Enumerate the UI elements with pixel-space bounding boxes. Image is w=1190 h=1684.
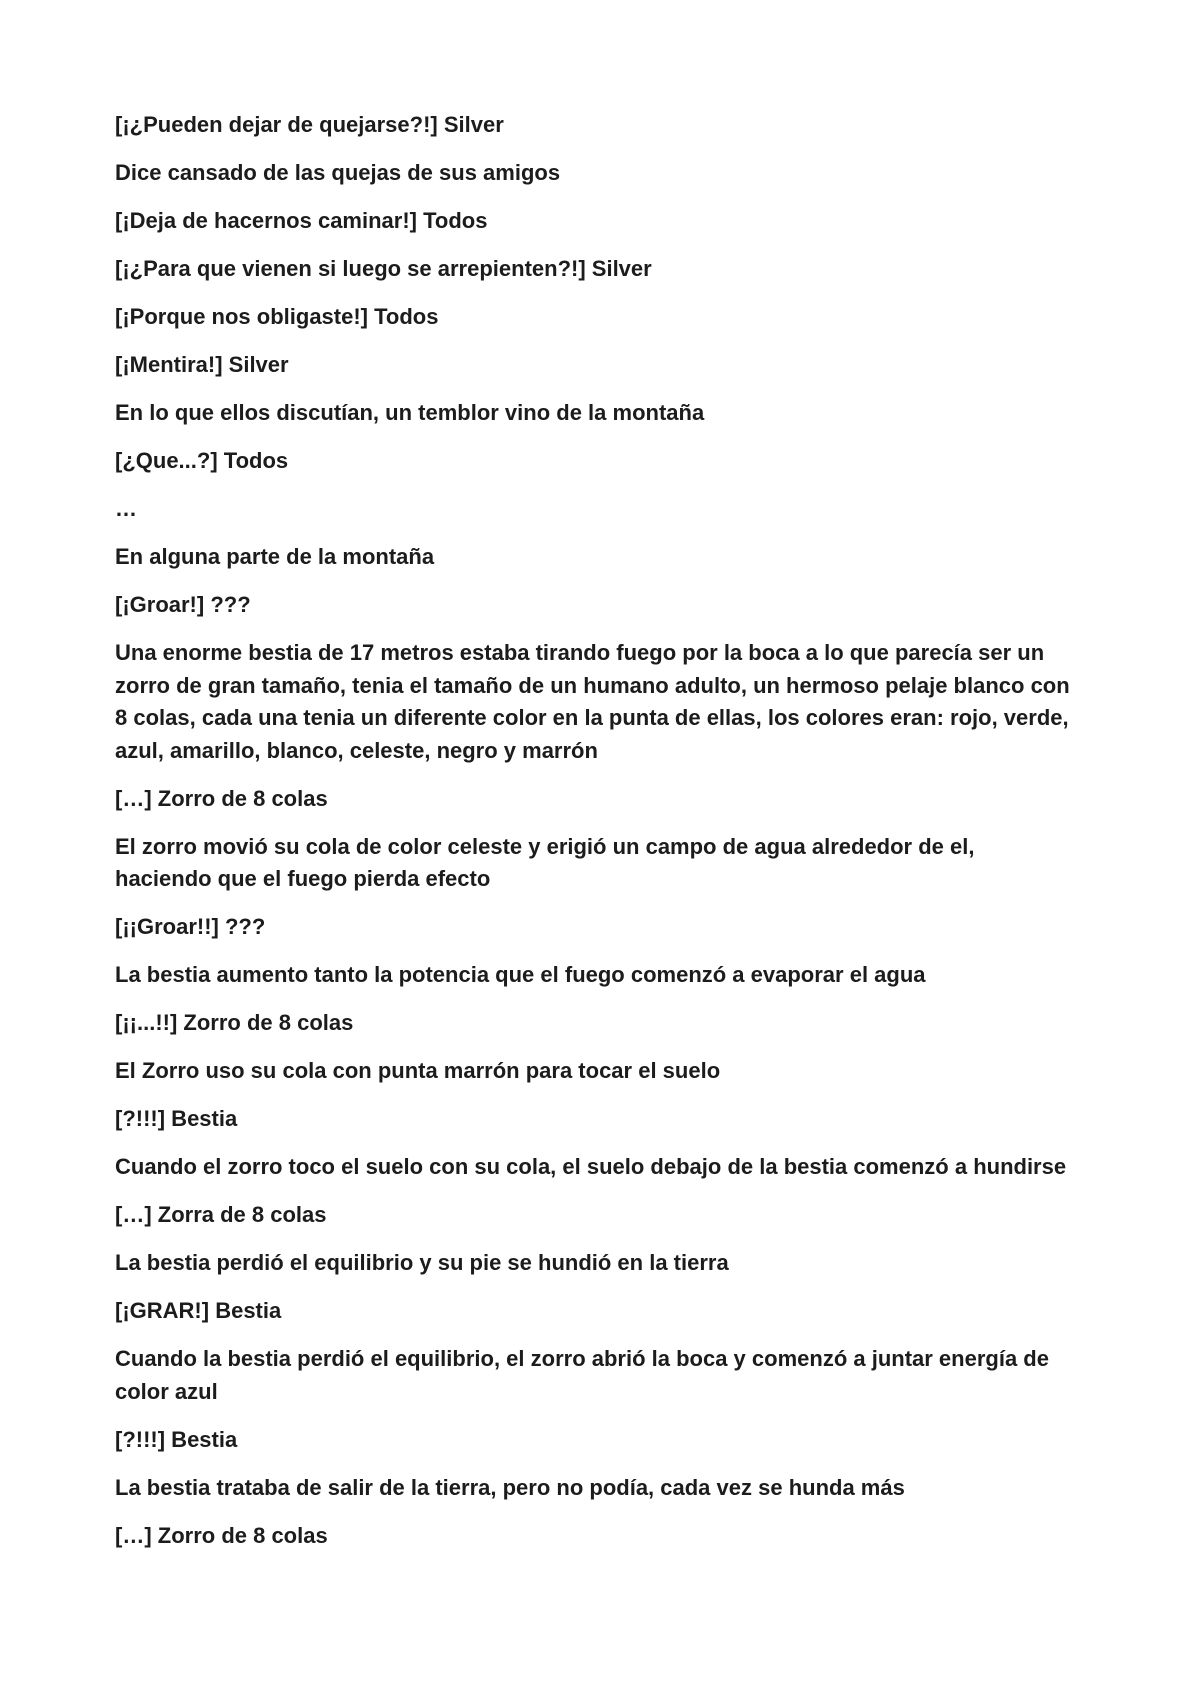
paragraph: La bestia trataba de salir de la tierra, pero no podía, cada vez se hunda más bbox=[115, 1474, 905, 1500]
paragraph: … bbox=[115, 496, 137, 521]
paragraph: [¡GRAR!] Bestia bbox=[115, 1298, 282, 1323]
paragraph: [¡Groar!] ??? bbox=[115, 592, 251, 617]
paragraph: El zorro movió su cola de color celeste y erigió un campo de agua alrededor de el, haciendo que el fuego pierda efecto bbox=[115, 833, 975, 891]
paragraph: […] Zorra de 8 colas bbox=[115, 1202, 327, 1227]
paragraph: [¡¿Pueden dejar de quejarse?!] Silver bbox=[115, 112, 504, 137]
paragraph: El Zorro uso su cola con punta marrón para tocar el suelo bbox=[115, 1058, 721, 1083]
paragraph: Dice cansado de las quejas de sus amigos bbox=[115, 160, 561, 185]
paragraph: La bestia aumento tanto la potencia que el fuego comenzó a evaporar el agua bbox=[115, 962, 926, 987]
paragraph: Cuando el zorro toco el suelo con su cola, el suelo debajo de la bestia comenzó a hundirse bbox=[115, 1154, 1067, 1179]
paragraph: […] Zorro de 8 colas bbox=[115, 785, 328, 811]
paragraph: En alguna parte de la montaña bbox=[115, 544, 435, 569]
paragraph: [¡¡...!!] Zorro de 8 colas bbox=[115, 1010, 354, 1035]
paragraph: [?!!!] Bestia bbox=[115, 1106, 238, 1131]
paragraph: Cuando la bestia perdió el equilibrio, el zorro abrió la boca y comenzó a juntar energía de color azul bbox=[115, 1346, 1049, 1404]
paragraph: [¡Porque nos obligaste!] Todos bbox=[115, 304, 439, 329]
paragraph: [¡Deja de hacernos caminar!] Todos bbox=[115, 208, 488, 233]
paragraph: [¡¡Groar!!] ??? bbox=[115, 914, 266, 939]
paragraph: […] Zorro de 8 colas bbox=[115, 1522, 328, 1548]
document-body bbox=[115, 109, 1075, 1568]
paragraph: La bestia perdió el equilibrio y su pie se hundió en la tierra bbox=[115, 1250, 729, 1275]
paragraph: [?!!!] Bestia bbox=[115, 1426, 238, 1452]
paragraph: [¿Que...?] Todos bbox=[115, 448, 289, 473]
paragraph: En lo que ellos discutían, un temblor vino de la montaña bbox=[115, 400, 705, 425]
paragraph: [¡¿Para que vienen si luego se arrepienten?!] Silver bbox=[115, 256, 652, 281]
paragraph: [¡Mentira!] Silver bbox=[115, 352, 289, 377]
paragraph: Una enorme bestia de 17 metros estaba tirando fuego por la boca a lo que parecía ser un zorro de gran tamaño, tenia el tamaño de un humano adulto, un hermoso pelaje blanco con 8 colas, cada una tenia un diferente color en la punta de ellas, los colores eran: rojo, verde, azul, amarillo, blanco, celeste, negro y marrón bbox=[115, 640, 1070, 763]
